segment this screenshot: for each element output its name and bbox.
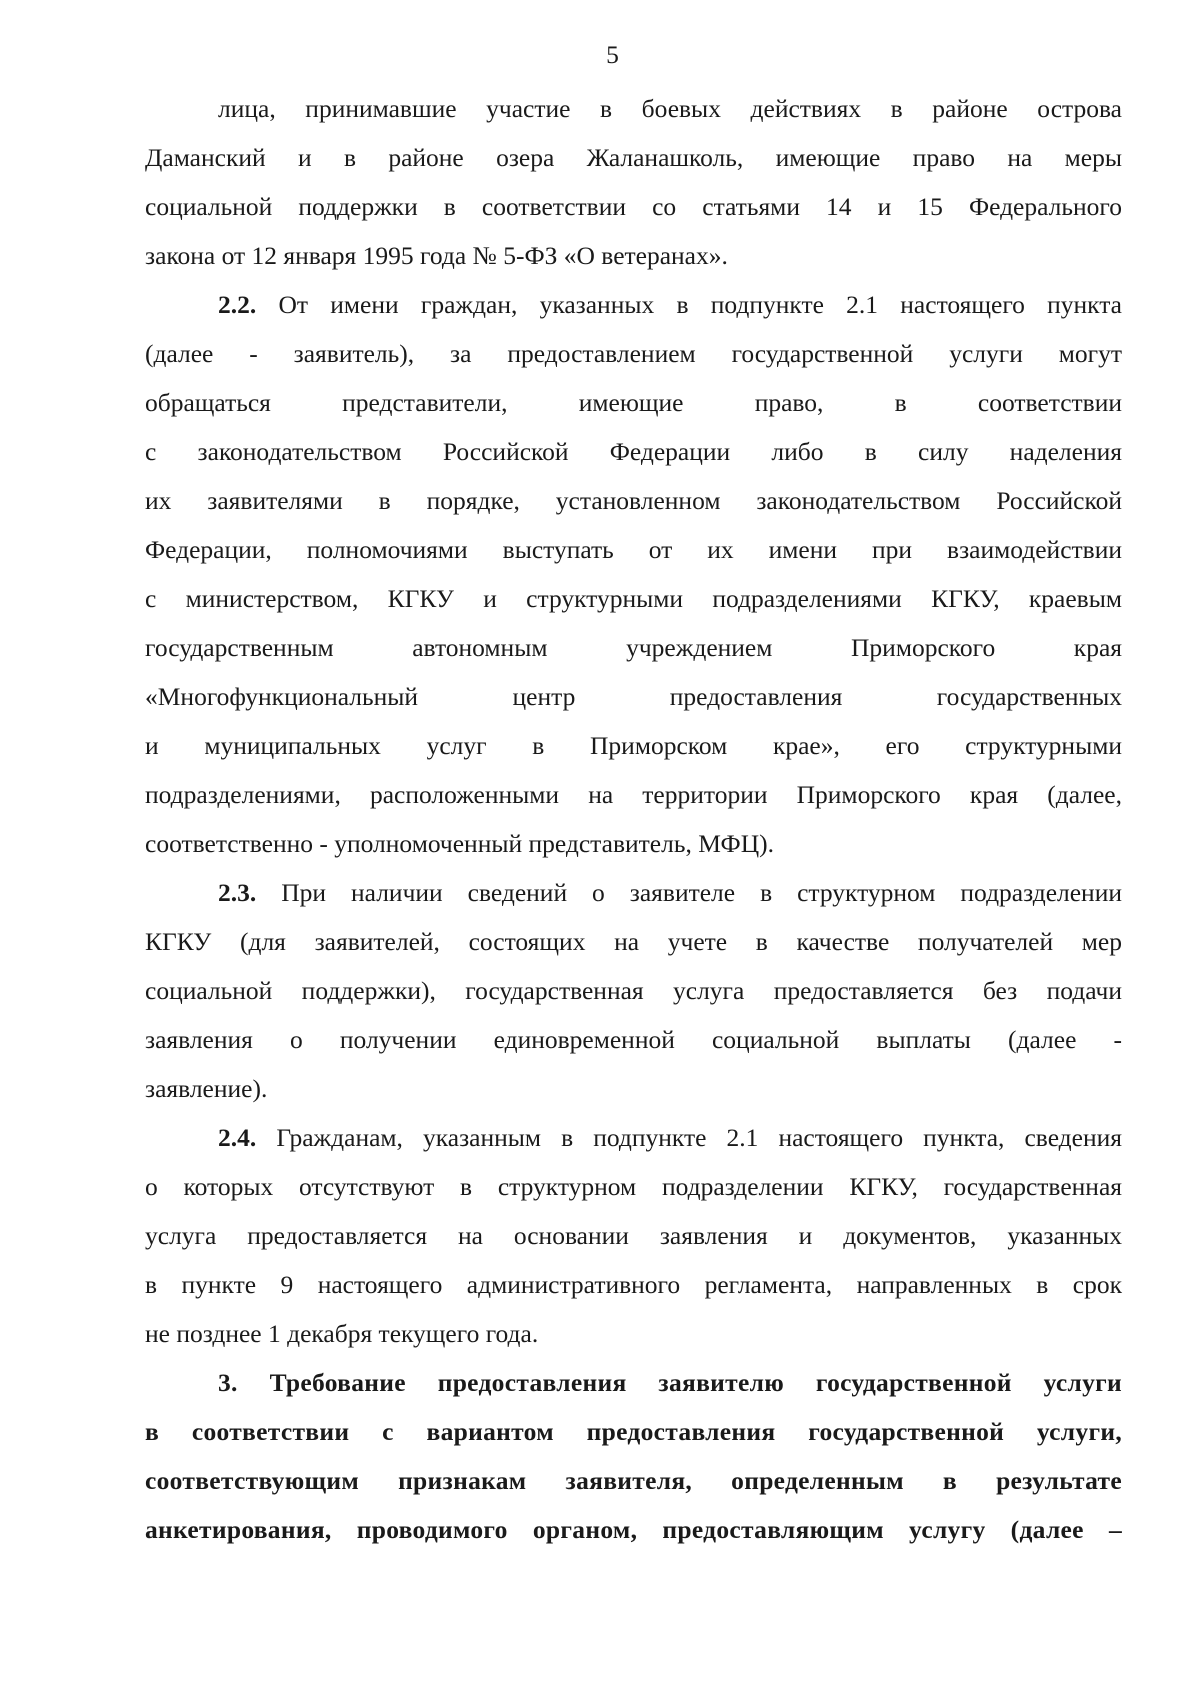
text-line	[145, 1113, 1122, 1162]
heading-line: соответствующим признакам заявителя, определенным в результате	[145, 1466, 1122, 1495]
paragraph-2-3	[145, 868, 1122, 1113]
text-line: социальной поддержки), государственная услуга предоставляется без подачи	[145, 976, 1122, 1005]
text-line: «Многофункциональный центр предоставления государственных	[145, 682, 1122, 711]
paragraph-2-2	[145, 280, 1122, 868]
text-line	[145, 280, 1122, 329]
text-line: социальной поддержки в соответствии со статьями 14 и 15 Федерального	[145, 192, 1122, 221]
document-body	[145, 84, 1122, 1554]
paragraph-number: 2.4.	[218, 1123, 257, 1152]
text-line: с законодательством Российской Федерации либо в силу наделения	[145, 437, 1122, 466]
heading-fragment: Требование предоставления заявителю государственной услуги	[237, 1368, 1122, 1397]
text-line: закона от 12 января 1995 года № 5-ФЗ «О ветеранах».	[145, 241, 728, 270]
section-heading-3	[145, 1358, 1122, 1554]
text-line	[145, 868, 1122, 917]
text-line: КГКУ (для заявителей, состоящих на учете в качестве получателей мер	[145, 927, 1122, 956]
text-line: Даманский и в районе озера Жаланашколь, имеющие право на меры	[145, 143, 1122, 172]
text-line: обращаться представители, имеющие право, в соответствии	[145, 388, 1122, 417]
page-number: 5	[606, 40, 619, 69]
heading-number: 3.	[218, 1368, 238, 1397]
text-line: лица, принимавшие участие в боевых действиях в районе острова	[218, 94, 1122, 123]
paragraph-continuation	[145, 84, 1122, 280]
text-line: с министерством, КГКУ и структурными подразделениями КГКУ, краевым	[145, 584, 1122, 613]
text-line: не позднее 1 декабря текущего года.	[145, 1319, 539, 1348]
text-line: о которых отсутствуют в структурном подразделении КГКУ, государственная	[145, 1172, 1122, 1201]
paragraph-number: 2.2.	[218, 290, 257, 319]
text-line: (далее - заявитель), за предоставлением государственной услуги могут	[145, 339, 1122, 368]
heading-line: в соответствии с вариантом предоставления государственной услуги,	[145, 1417, 1122, 1446]
heading-line: анкетирования, проводимого органом, предоставляющим услугу (далее –	[145, 1515, 1122, 1544]
text-line: их заявителями в порядке, установленном законодательством Российской	[145, 486, 1122, 515]
text-line: заявления о получении единовременной социальной выплаты (далее -	[145, 1025, 1122, 1054]
text-line: услуга предоставляется на основании заявления и документов, указанных	[145, 1221, 1122, 1250]
paragraph-2-4	[145, 1113, 1122, 1358]
text-fragment: От имени граждан, указанных в подпункте 2.1 настоящего пункта	[256, 290, 1122, 319]
text-line: государственным автономным учреждением Приморского края	[145, 633, 1122, 662]
text-line: соответственно - уполномоченный представитель, МФЦ).	[145, 829, 774, 858]
paragraph-number: 2.3.	[218, 878, 257, 907]
text-fragment: Гражданам, указанным в подпункте 2.1 настоящего пункта, сведения	[256, 1123, 1122, 1152]
text-line: и муниципальных услуг в Приморском крае», его структурными	[145, 731, 1122, 760]
text-line: Федерации, полномочиями выступать от их имени при взаимодействии	[145, 535, 1122, 564]
text-line: заявление).	[145, 1074, 268, 1103]
text-line: в пункте 9 настоящего административного регламента, направленных в срок	[145, 1270, 1122, 1299]
heading-line	[145, 1358, 1122, 1407]
text-fragment: При наличии сведений о заявителе в структурном подразделении	[256, 878, 1122, 907]
text-line: подразделениями, расположенными на территории Приморского края (далее,	[145, 780, 1122, 809]
